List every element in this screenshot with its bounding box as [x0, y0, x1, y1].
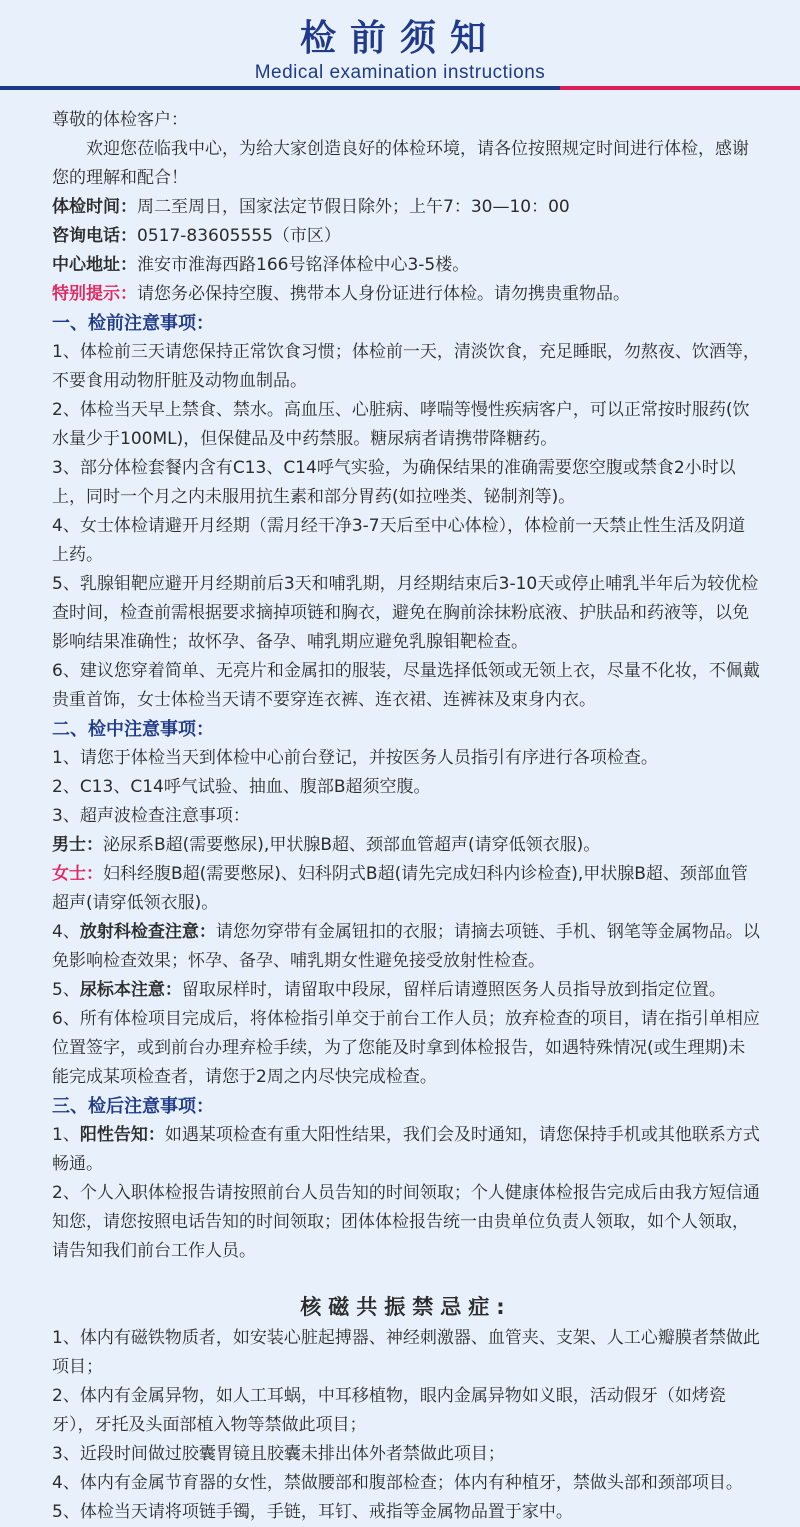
header-bar-red — [560, 86, 800, 90]
page-subtitle: Medical examination instructions — [254, 62, 546, 83]
section1-item: 2、体检当天早上禁食、禁水。高血压、心脏病、哮喘等慢性疾病客户，可以正常按时服药(饮水量少于100ML)，但保健品及中药禁服。糖尿病者请携带降糖药。 — [52, 400, 750, 449]
section2-item: 2、C13、C14呼气试验、抽血、腹部B超须空腹。 — [52, 777, 431, 797]
header — [0, 0, 800, 108]
item5-value: 留取尿样时，请留取中段尿，留样后请遵照医务人员指导放到指定位置。 — [181, 980, 726, 1000]
mri-item: 2、体内有金属异物，如人工耳蜗，中耳移植物，眼内金属异物如义眼，活动假牙（如烤瓷牙），牙托及头面部植入物等禁做此项目； — [52, 1386, 726, 1435]
page-title: 检前须知 — [299, 18, 500, 59]
item5-label: 尿标本注意： — [79, 980, 182, 1000]
info-time — [52, 193, 760, 222]
info-phone-value: 0517-83605555（市区） — [137, 226, 341, 246]
section1-heading: 一、检前注意事项： — [52, 313, 214, 334]
section2-item5 — [52, 976, 760, 1005]
section2-item: 3、超声波检查注意事项： — [52, 806, 250, 826]
section3-heading: 三、检后注意事项： — [52, 1096, 214, 1117]
section3-item: 2、个人入职体检报告请按照前台人员告知的时间领取；个人健康体检报告完成后由我方短信通知您，请您按照电话告知的时间领取；团体体检报告统一由贵单位负责人领取，如个人领取，请告知我们前台工作人员。 — [52, 1183, 760, 1261]
salutation: 尊敬的体检客户： — [52, 110, 188, 130]
section2-heading: 二、检中注意事项： — [52, 719, 214, 740]
s3-item1-value: 如遇某项检查有重大阳性结果，我们会及时通知，请您保持手机或其他联系方式畅通。 — [52, 1125, 760, 1174]
section3-item1 — [52, 1121, 760, 1179]
section1-item: 3、部分体检套餐内含有C13、C14呼气实验，为确保结果的准确需要您空腹或禁食2小时以上，同时一个月之内未服用抗生素和部分胃药(如拉唑类、铋制剂等)。 — [52, 458, 736, 507]
section2-item4 — [52, 918, 760, 976]
mri-item: 4、体内有金属节育器的女性，禁做腰部和腹部检查；体内有种植牙，禁做头部和颈部项目。 — [52, 1473, 743, 1493]
s3-item1-prefix: 1、 — [52, 1125, 80, 1145]
spacer — [52, 1266, 760, 1290]
info-address-value: 淮安市淮海西路166号铭泽体检中心3-5楼。 — [137, 255, 470, 275]
info-tip-label: 特别提示： — [52, 284, 137, 304]
section1-item: 1、体检前三天请您保持正常饮食习惯；体检前一天，清淡饮食，充足睡眠，勿熬夜、饮酒等，不要食用动物肝脏及动物血制品。 — [52, 342, 760, 391]
welcome-text: 欢迎您莅临我中心，为给大家创造良好的体检环境，请各位按照规定时间进行体检，感谢您的理解和配合！ — [52, 139, 749, 188]
section2-male — [52, 831, 760, 860]
mri-item: 5、体检当天请将项链手镯，手链，耳钉、戒指等金属物品置于家中。 — [52, 1502, 573, 1522]
mri-item: 3、近段时间做过胶囊胃镜且胶囊未排出体外者禁做此项目； — [52, 1444, 505, 1464]
header-bar-blue — [0, 86, 560, 90]
section2-item: 6、所有体检项目完成后，将体检指引单交于前台工作人员；放弃检查的项目，请在指引单相应位置签字，或到前台办理弃检手续，为了您能及时拿到体检报告，如遇特殊情况(或生理期)未能完成某项检查者，请您于2周之内尽快完成检查。 — [52, 1009, 760, 1087]
info-tip-value: 请您务必保持空腹、携带本人身份证进行体检。请勿携贵重物品。 — [137, 284, 630, 304]
s3-item1-label: 阳性告知： — [79, 1125, 165, 1145]
male-value: 泌尿系B超(需要憋尿),甲状腺B超、颈部血管超声(请穿低领衣服)。 — [103, 835, 601, 855]
mri-item: 1、体内有磁铁物质者，如安装心脏起搏器、神经刺激器、血管夹、支架、人工心瓣膜者禁做此项目； — [52, 1328, 760, 1377]
info-phone-label: 咨询电话： — [52, 226, 137, 246]
section1-item: 5、乳腺钼靶应避开月经期前后3天和哺乳期，月经期结束后3-10天或停止哺乳半年后为较优检查时间，检查前需根据要求摘掉项链和胸衣，避免在胸前涂抹粉底液、护肤品和药液等，以免影响结果准确性；故怀孕、备孕、哺乳期应避免乳腺钼靶检查。 — [52, 574, 759, 652]
section2-item: 1、请您于体检当天到体检中心前台登记，并按医务人员指引有序进行各项检查。 — [52, 748, 658, 768]
item4-label: 放射科检查注意： — [79, 922, 216, 942]
item4-value: 请您勿穿带有金属钮扣的衣服；请摘去项链、手机、钢笔等金属物品。以免影响检查效果；怀孕、备孕、哺乳期女性避免接受放射性检查。 — [52, 922, 760, 971]
info-address-label: 中心地址： — [52, 255, 137, 275]
mri-title: 核磁共振禁忌症: — [300, 1295, 512, 1319]
info-tip — [52, 280, 760, 309]
section2-female — [52, 860, 760, 918]
item4-prefix: 4、 — [52, 922, 80, 942]
male-label: 男士： — [52, 835, 103, 855]
info-time-label: 体检时间： — [52, 197, 137, 217]
item5-prefix: 5、 — [52, 980, 80, 1000]
main-content — [52, 106, 760, 1527]
section1-item: 6、建议您穿着简单、无亮片和金属扣的服装，尽量选择低领或无领上衣，尽量不化妆，不佩戴贵重首饰，女士体检当天请不要穿连衣裤、连衣裙、连裤袜及束身内衣。 — [52, 661, 760, 710]
info-phone — [52, 222, 760, 251]
info-time-value: 周二至周日，国家法定节假日除外；上午7：30—10：00 — [137, 197, 570, 217]
female-value: 妇科经腹B超(需要憋尿)、妇科阴式B超(请先完成妇科内诊检查),甲状腺B超、颈部血管超声(请穿低领衣服)。 — [52, 864, 748, 913]
info-address — [52, 251, 760, 280]
section1-item: 4、女士体检请避开月经期（需月经干净3-7天后至中心体检），体检前一天禁止性生活及阴道上药。 — [52, 516, 746, 565]
female-label: 女士： — [52, 864, 103, 884]
